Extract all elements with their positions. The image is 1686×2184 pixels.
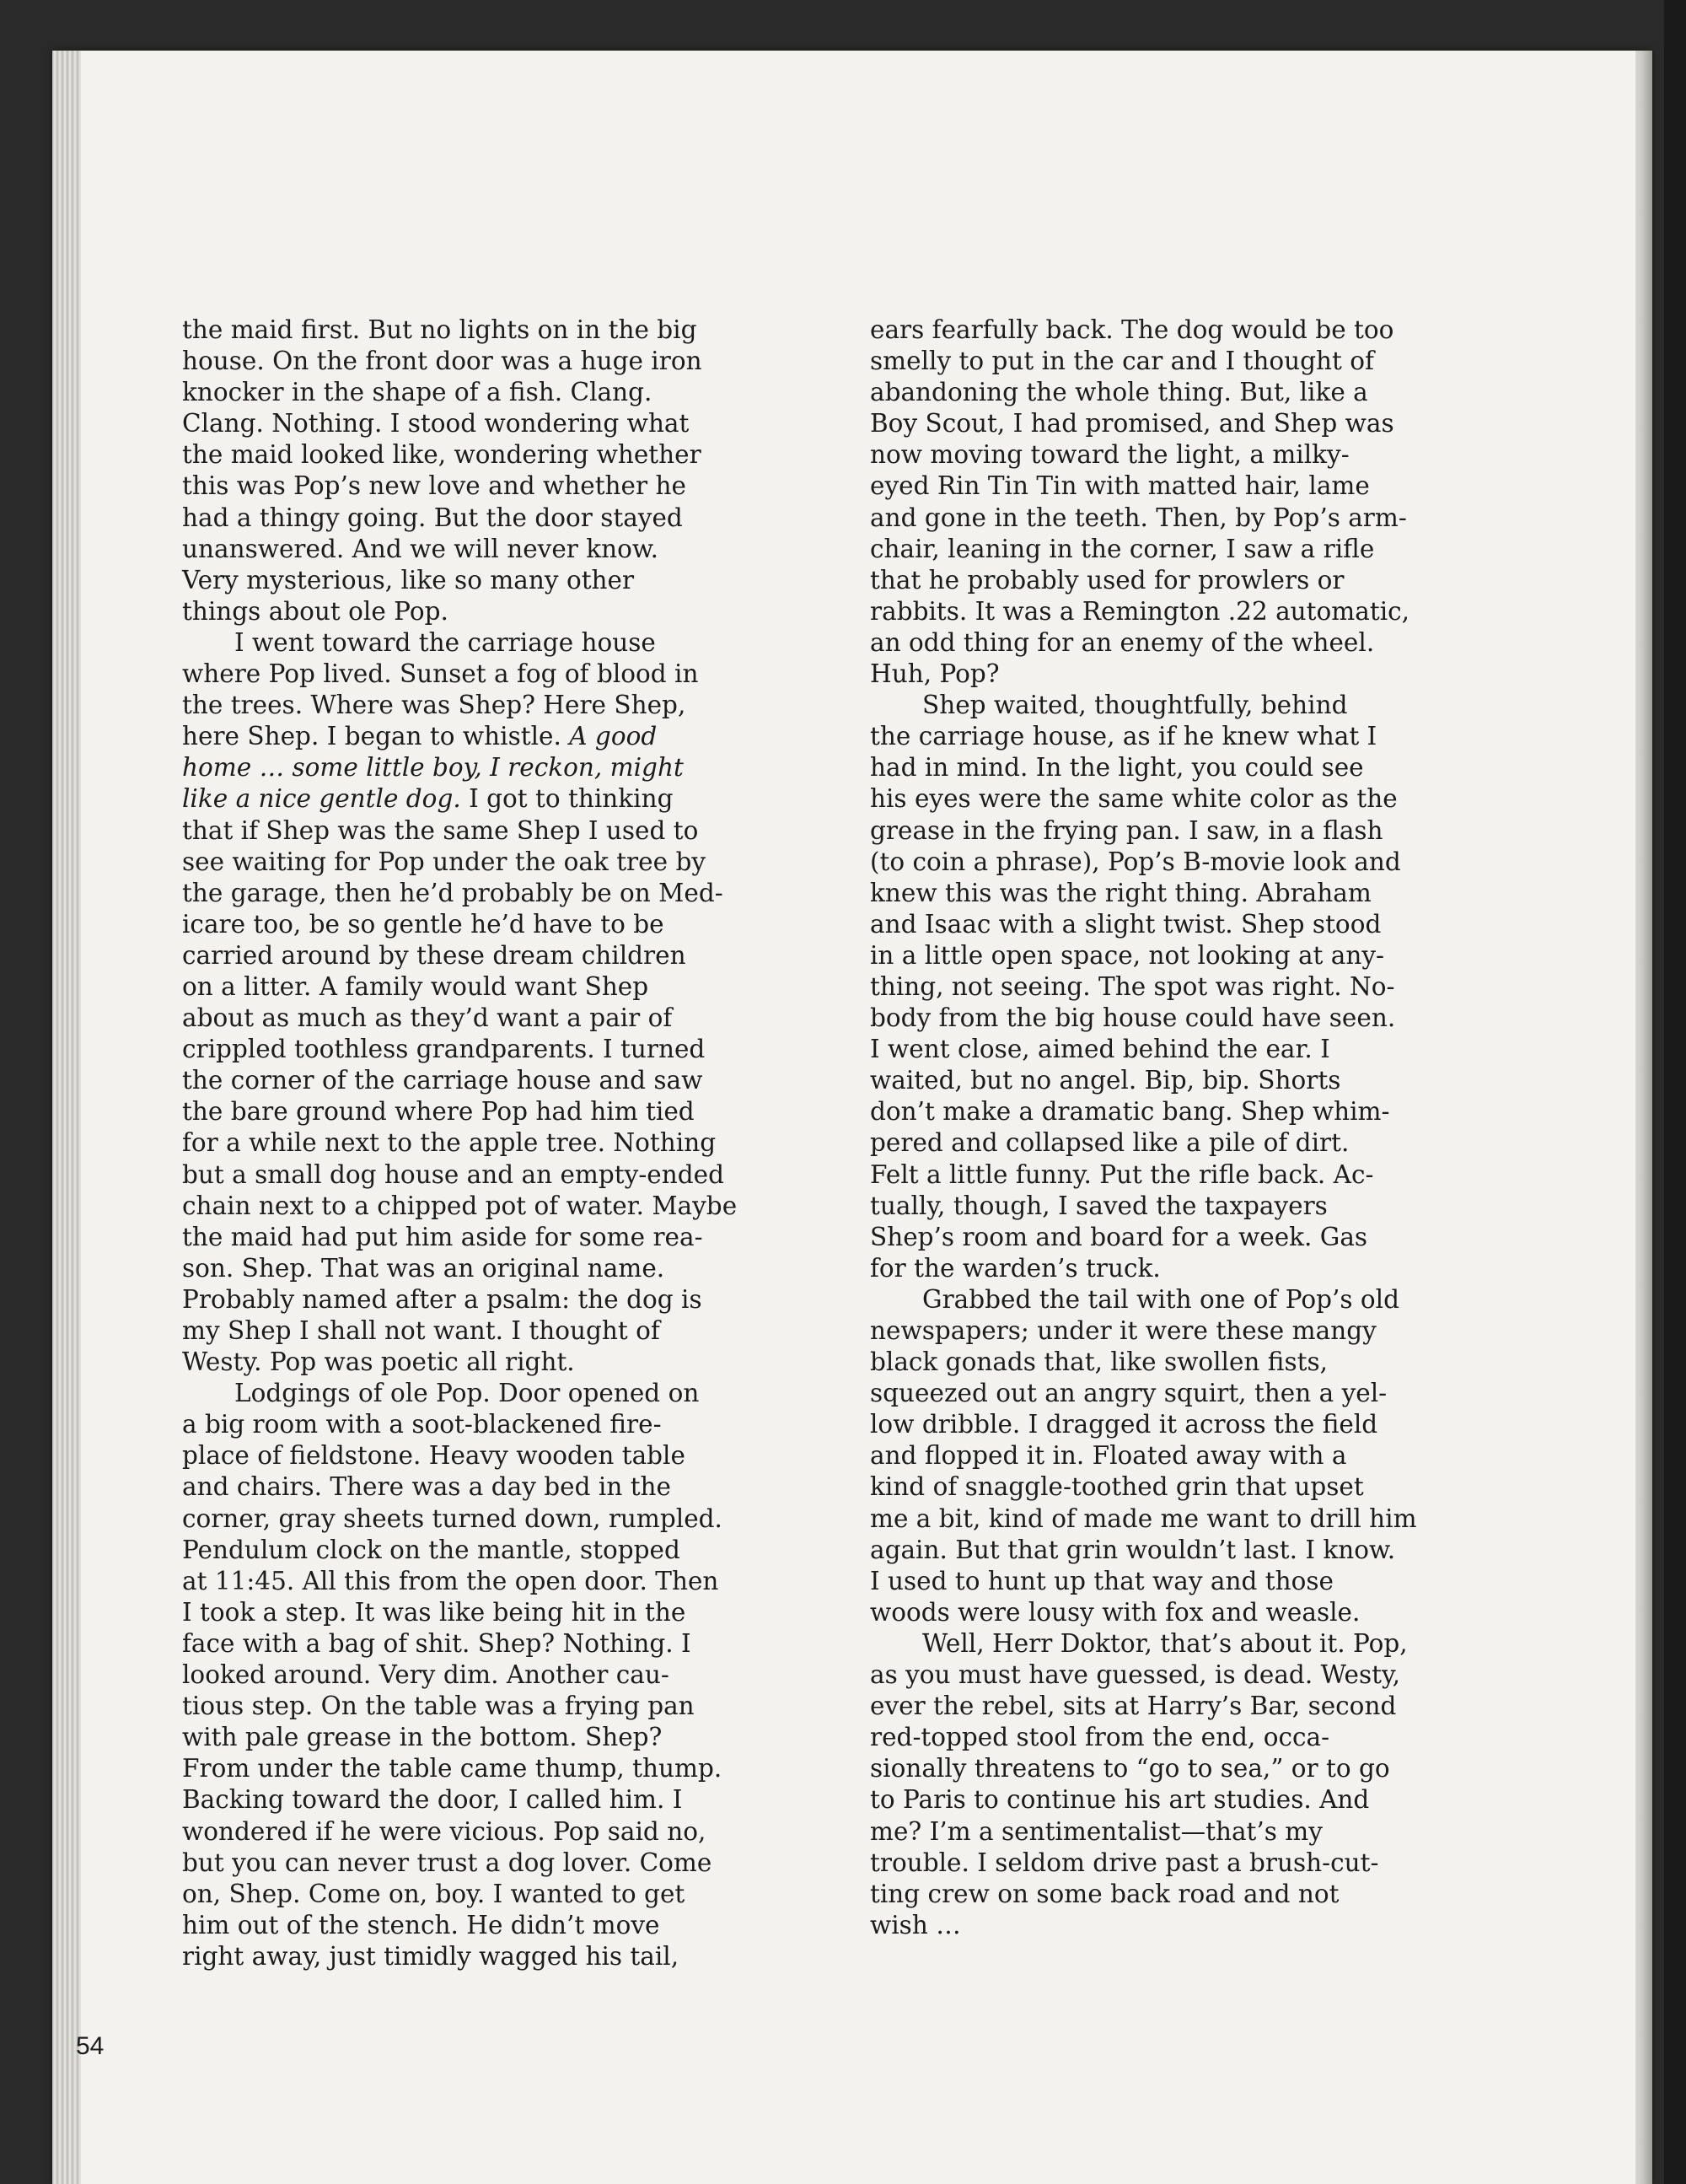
text-segment: chair, leaning in the corner, I saw a rifle: [870, 534, 1375, 563]
text-segment: for a while next to the apple tree. Nothing: [182, 1128, 717, 1158]
text-segment: in a little open space, not looking at any-: [870, 940, 1385, 970]
text-segment: chain next to a chipped pot of water. Maybe: [182, 1191, 738, 1220]
text-line: [870, 1284, 1417, 1315]
text-line: [182, 1941, 737, 1972]
text-line: [182, 1784, 737, 1816]
text-line: [870, 690, 1417, 721]
text-segment: low dribble. I dragged it across the field: [870, 1410, 1378, 1439]
text-line: [182, 1284, 737, 1315]
text-line: [870, 1065, 1417, 1096]
text-segment: abandoning the whole thing. But, like a: [870, 378, 1368, 407]
text-line: [182, 596, 737, 627]
text-line: [182, 534, 737, 565]
text-segment: woods were lousy with fox and weasle.: [870, 1597, 1361, 1627]
text-segment: here Shep. I began to whistle.: [182, 722, 570, 751]
text-segment: black gonads that, like swollen fists,: [870, 1348, 1328, 1377]
text-line: [870, 346, 1417, 377]
text-segment: A good: [569, 722, 658, 751]
text-line: [870, 1753, 1417, 1784]
text-segment: sionally threatens to “go to sea,” or to go: [870, 1754, 1390, 1783]
text-segment: had in mind. In the light, you could see: [870, 753, 1364, 783]
text-segment: Well, Herr Doktor, that’s about it. Pop,: [922, 1628, 1408, 1658]
text-line: [182, 1848, 737, 1879]
text-segment: Very mysterious, like so many other: [182, 565, 635, 594]
page-number: 54: [76, 2032, 105, 2060]
text-segment: Boy Scout, I had promised, and Shep was: [870, 409, 1394, 438]
text-segment: (to coin a phrase), Pop’s B-movie look and: [870, 847, 1401, 876]
text-segment: home … some little boy, I reckon, might: [182, 753, 684, 783]
text-line: [182, 847, 737, 878]
text-line: [182, 1409, 737, 1440]
text-line: [870, 315, 1417, 346]
text-line: [182, 408, 737, 439]
text-line: [870, 1127, 1417, 1159]
text-segment: with pale grease in the bottom. Shep?: [182, 1723, 663, 1752]
text-line: [870, 1253, 1417, 1284]
text-line: [182, 1347, 737, 1378]
text-line: [870, 471, 1417, 502]
text-line: [870, 1096, 1417, 1127]
left-text-column: [182, 315, 737, 1972]
text-line: [182, 377, 737, 408]
text-line: [182, 752, 737, 783]
text-line: [870, 596, 1417, 627]
text-segment: rabbits. It was a Remington .22 automatic,: [870, 596, 1410, 626]
text-segment: but a small dog house and an empty-ended: [182, 1159, 724, 1189]
text-line: [182, 503, 737, 534]
text-segment: waited, but no angel. Bip, bip. Shorts: [870, 1066, 1341, 1095]
text-segment: to Paris to continue his art studies. And: [870, 1785, 1370, 1815]
text-segment: carried around by these dream children: [182, 940, 686, 970]
text-segment: wondered if he were vicious. Pop said no,: [182, 1816, 706, 1846]
text-segment: an odd thing for an enemy of the wheel.: [870, 627, 1375, 657]
text-segment: that he probably used for prowlers or: [870, 565, 1345, 594]
right-text-column: [870, 315, 1417, 1941]
background-edge: [1664, 0, 1686, 2184]
text-segment: corner, gray sheets turned down, rumpled.: [182, 1504, 722, 1533]
text-line: [182, 1816, 737, 1848]
text-line: [870, 815, 1417, 847]
text-segment: see waiting for Pop under the oak tree by: [182, 847, 706, 876]
text-line: [870, 377, 1417, 408]
text-segment: From under the table came thump, thump.: [182, 1754, 722, 1783]
text-segment: tious step. On the table was a frying pan: [182, 1692, 695, 1721]
text-segment: Shep waited, thoughtfully, behind: [922, 691, 1348, 720]
text-segment: about as much as they’d want a pair of: [182, 1003, 673, 1033]
text-line: [182, 627, 737, 659]
text-line: [870, 1816, 1417, 1848]
text-line: [182, 1504, 737, 1535]
text-segment: but you can never trust a dog lover. Come: [182, 1848, 712, 1877]
text-line: [870, 1191, 1417, 1222]
text-line: [182, 1722, 737, 1753]
text-segment: at 11:45. All this from the open door. Then: [182, 1566, 719, 1595]
text-line: [870, 565, 1417, 596]
text-segment: pered and collapsed like a pile of dirt.: [870, 1128, 1350, 1158]
text-line: [182, 1253, 737, 1284]
text-segment: my Shep I shall not want. I thought of: [182, 1316, 660, 1345]
text-segment: ever the rebel, sits at Harry’s Bar, second: [870, 1692, 1397, 1721]
text-segment: that if Shep was the same Shep I used to: [182, 815, 699, 845]
text-line: [182, 690, 737, 721]
text-segment: a big room with a soot-blackened fire-: [182, 1410, 662, 1439]
text-line: [870, 752, 1417, 783]
text-line: [182, 1222, 737, 1253]
text-line: [182, 721, 737, 752]
text-line: [182, 1753, 737, 1784]
text-segment: I went close, aimed behind the ear. I: [870, 1035, 1330, 1064]
text-segment: Pendulum clock on the mantle, stopped: [182, 1535, 680, 1564]
text-line: [182, 439, 737, 471]
text-segment: grease in the frying pan. I saw, in a flash: [870, 815, 1383, 845]
text-segment: son. Shep. That was an original name.: [182, 1253, 665, 1283]
text-segment: Clang. Nothing. I stood wondering what: [182, 409, 690, 438]
text-segment: Felt a little funny. Put the rifle back. Ac-: [870, 1159, 1374, 1189]
text-segment: Backing toward the door, I called him. I: [182, 1785, 683, 1815]
text-line: [870, 1848, 1417, 1879]
text-line: [182, 1471, 737, 1503]
text-line: [182, 471, 737, 502]
text-segment: the corner of the carriage house and saw: [182, 1066, 703, 1095]
text-segment: I got to thinking: [460, 784, 674, 814]
text-line: [182, 346, 737, 377]
text-segment: now moving toward the light, a milky-: [870, 440, 1350, 470]
text-line: [870, 1003, 1417, 1034]
text-line: [870, 1722, 1417, 1753]
text-segment: right away, just timidly wagged his tail,: [182, 1941, 679, 1971]
text-line: [182, 659, 737, 690]
text-segment: and gone in the teeth. Then, by Pop’s arm-: [870, 503, 1407, 532]
text-line: [870, 1409, 1417, 1440]
text-line: [182, 878, 737, 909]
text-line: [870, 534, 1417, 565]
text-segment: squeezed out an angry squirt, then a yel-: [870, 1379, 1388, 1408]
text-line: [870, 503, 1417, 534]
text-line: [182, 1597, 737, 1628]
text-segment: trouble. I seldom drive past a brush-cut-: [870, 1848, 1379, 1877]
text-segment: ears fearfully back. The dog would be too: [870, 315, 1394, 344]
text-segment: where Pop lived. Sunset a fog of blood in: [182, 659, 699, 689]
text-segment: again. But that grin wouldn’t last. I know.: [870, 1535, 1396, 1564]
text-line: [182, 1003, 737, 1034]
text-segment: his eyes were the same white color as the: [870, 784, 1398, 814]
text-segment: on a litter. A family would want Shep: [182, 971, 649, 1001]
text-segment: smelly to put in the car and I thought of: [870, 347, 1374, 376]
text-line: [870, 659, 1417, 690]
text-segment: as you must have guessed, is dead. Westy,: [870, 1660, 1401, 1690]
text-line: [870, 1315, 1417, 1347]
text-line: [870, 971, 1417, 1003]
text-segment: tually, though, I saved the taxpayers: [870, 1191, 1328, 1220]
text-line: [182, 1065, 737, 1096]
text-segment: the garage, then he’d probably be on Med-: [182, 878, 723, 907]
text-line: [870, 1471, 1417, 1503]
text-line: [870, 1159, 1417, 1191]
text-line: [870, 940, 1417, 971]
text-line: [870, 847, 1417, 878]
text-segment: the maid first. But no lights on in the big: [182, 315, 697, 344]
text-line: [870, 1691, 1417, 1722]
text-segment: thing, not seeing. The spot was right. No-: [870, 971, 1395, 1001]
text-line: [182, 1159, 737, 1191]
text-line: [182, 565, 737, 596]
text-segment: I took a step. It was like being hit in the: [182, 1597, 686, 1627]
text-segment: Probably named after a psalm: the dog is: [182, 1284, 702, 1314]
text-segment: Grabbed the tail with one of Pop’s old: [922, 1284, 1399, 1314]
text-segment: Huh, Pop?: [870, 659, 1000, 689]
text-segment: newspapers; under it were these mangy: [870, 1316, 1377, 1345]
text-line: [870, 1784, 1417, 1816]
text-segment: knocker in the shape of a fish. Clang.: [182, 378, 652, 407]
text-segment: ting crew on some back road and not: [870, 1879, 1340, 1908]
text-line: [870, 1628, 1417, 1660]
text-line: [870, 1347, 1417, 1378]
text-line: [182, 1034, 737, 1065]
text-segment: Westy. Pop was poetic all right.: [182, 1348, 575, 1377]
text-segment: like a nice gentle dog.: [182, 784, 461, 814]
text-segment: don’t make a dramatic bang. Shep whim-: [870, 1097, 1390, 1127]
text-line: [870, 909, 1417, 940]
text-line: [870, 1910, 1417, 1941]
text-line: [870, 1660, 1417, 1691]
text-line: [182, 940, 737, 971]
text-segment: crippled toothless grandparents. I turned: [182, 1035, 706, 1064]
text-line: [870, 721, 1417, 752]
text-segment: house. On the front door was a huge iron: [182, 347, 702, 376]
text-segment: red-topped stool from the end, occa-: [870, 1723, 1330, 1752]
text-segment: the carriage house, as if he knew what I: [870, 722, 1377, 751]
text-segment: kind of snaggle-toothed grin that upset: [870, 1472, 1364, 1502]
text-segment: Shep’s room and board for a week. Gas: [870, 1222, 1368, 1251]
text-line: [182, 1440, 737, 1471]
text-segment: things about ole Pop.: [182, 596, 448, 626]
text-line: [870, 1378, 1417, 1409]
text-segment: me? I’m a sentimentalist—that’s my: [870, 1816, 1323, 1846]
text-segment: the trees. Where was Shep? Here Shep,: [182, 691, 686, 720]
text-segment: and Isaac with a slight twist. Shep stood: [870, 909, 1382, 939]
text-line: [870, 1440, 1417, 1471]
text-line: [182, 1191, 737, 1222]
text-segment: for the warden’s truck.: [870, 1253, 1161, 1283]
text-line: [870, 1034, 1417, 1065]
text-segment: the maid looked like, wondering whether: [182, 440, 701, 470]
text-line: [182, 315, 737, 346]
text-segment: and chairs. There was a day bed in the: [182, 1472, 672, 1502]
text-line: [182, 1660, 737, 1691]
text-segment: Lodgings of ole Pop. Door opened on: [234, 1379, 700, 1408]
text-line: [182, 815, 737, 847]
text-segment: wish …: [870, 1910, 961, 1939]
text-line: [870, 439, 1417, 471]
text-segment: icare too, be so gentle he’d have to be: [182, 909, 664, 939]
text-segment: eyed Rin Tin Tin with matted hair, lame: [870, 471, 1370, 501]
page-binding-edge: [52, 51, 81, 2184]
text-segment: had a thingy going. But the door stayed: [182, 503, 683, 532]
text-segment: unanswered. And we will never know.: [182, 534, 659, 563]
text-segment: this was Pop’s new love and whether he: [182, 471, 686, 501]
text-line: [182, 1096, 737, 1127]
text-segment: the bare ground where Pop had him tied: [182, 1097, 695, 1127]
text-line: [870, 1222, 1417, 1253]
text-line: [870, 1879, 1417, 1910]
text-line: [182, 1566, 737, 1597]
text-line: [182, 1691, 737, 1722]
text-segment: I used to hunt up that way and those: [870, 1566, 1334, 1595]
text-segment: and flopped it in. Floated away with a: [870, 1441, 1347, 1471]
text-line: [870, 408, 1417, 439]
text-segment: body from the big house could have seen.: [870, 1003, 1396, 1033]
text-line: [182, 1127, 737, 1159]
page-fore-edge: [1635, 51, 1652, 2184]
text-segment: the maid had put him aside for some rea-: [182, 1222, 703, 1251]
text-line: [870, 627, 1417, 659]
text-line: [870, 1535, 1417, 1566]
text-segment: place of fieldstone. Heavy wooden table: [182, 1441, 685, 1471]
text-line: [870, 1597, 1417, 1628]
text-line: [182, 909, 737, 940]
text-line: [182, 1315, 737, 1347]
text-line: [870, 878, 1417, 909]
text-line: [182, 783, 737, 815]
text-line: [870, 1504, 1417, 1535]
text-segment: knew this was the right thing. Abraham: [870, 878, 1372, 907]
text-segment: me a bit, kind of made me want to drill him: [870, 1504, 1417, 1533]
text-line: [182, 1910, 737, 1941]
text-segment: I went toward the carriage house: [234, 627, 656, 657]
text-segment: on, Shep. Come on, boy. I wanted to get: [182, 1879, 685, 1908]
text-segment: face with a bag of shit. Shep? Nothing. I: [182, 1628, 691, 1658]
text-line: [182, 1378, 737, 1409]
text-line: [182, 1628, 737, 1660]
text-line: [870, 1566, 1417, 1597]
text-line: [182, 971, 737, 1003]
text-line: [870, 783, 1417, 815]
text-segment: looked around. Very dim. Another cau-: [182, 1660, 669, 1690]
text-line: [182, 1879, 737, 1910]
text-line: [182, 1535, 737, 1566]
text-segment: him out of the stench. He didn’t move: [182, 1910, 660, 1939]
